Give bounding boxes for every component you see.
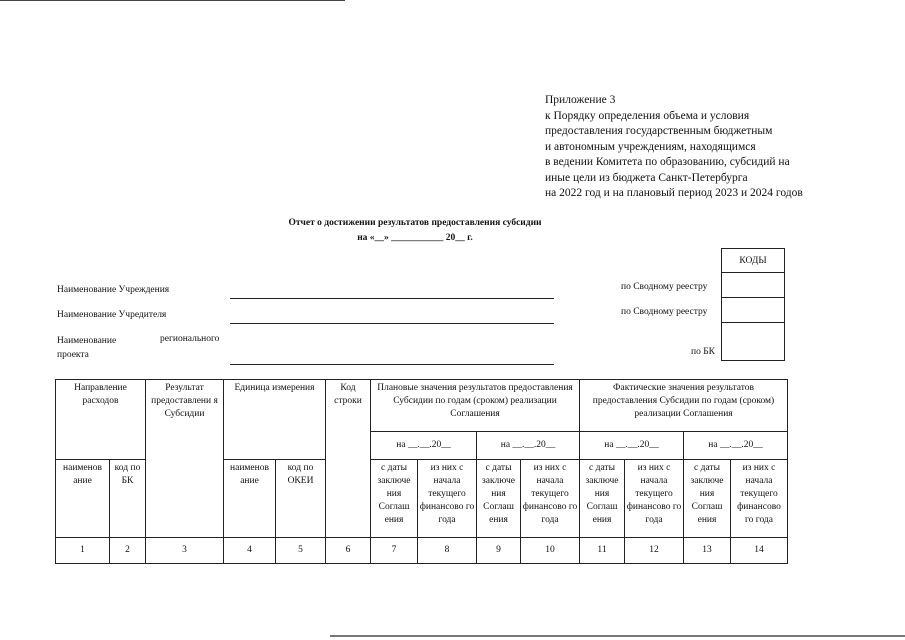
col-number: 14 [731, 538, 788, 564]
header-unit: Единица измерения [224, 380, 326, 460]
sub-actual-1-year: из них с начала текущего финансово го года [625, 460, 684, 538]
appendix-block [545, 93, 803, 202]
report-date-line: на «__» ___________ 20__ г. [357, 233, 473, 243]
header-row-code: Код строки [326, 380, 371, 538]
report-title: Отчет о достижении результатов предоставления субсидии [288, 218, 542, 228]
appendix-line: Приложение 3 [545, 94, 616, 106]
planned-date-2: на __.__.20__ [477, 432, 580, 460]
col-number: 11 [580, 538, 625, 564]
top-edge-line [0, 0, 345, 1]
results-table [55, 379, 788, 564]
appendix-line: к Порядку определения объема и условия [545, 109, 750, 122]
sub-actual-1-agreement: с даты заключе ния Соглаш ения [580, 460, 625, 538]
col-number: 8 [418, 538, 477, 564]
header-planned: Плановые значения результатов предоставления Субсидии по годам (сроком) реализации Соглашения [371, 380, 580, 432]
col-number: 2 [110, 538, 146, 564]
project-input-line[interactable] [230, 364, 554, 365]
header-result: Результат предоставлени я Субсидии [146, 380, 224, 538]
sub-actual-2-agreement: с даты заключе ния Соглаш ения [684, 460, 731, 538]
col-number: 5 [276, 538, 326, 564]
registry-code-cell-2[interactable] [722, 298, 785, 323]
registry-code-cell-1[interactable] [722, 273, 785, 298]
project-label-1: Наименование [57, 336, 117, 346]
registry-label-2: по Сводному реестру [621, 307, 708, 317]
sub-direction-code-bk: код по БК [110, 460, 146, 538]
col-number: 7 [371, 538, 418, 564]
bk-code-cell[interactable] [722, 323, 785, 361]
appendix-line: предоставления государственным бюджетным [545, 125, 773, 137]
project-label-2: регионального [160, 334, 220, 344]
planned-date-1: на __.__.20__ [371, 432, 477, 460]
appendix-line: на 2022 год и на плановый период 2023 и 2024 годов [545, 187, 803, 199]
col-number: 12 [625, 538, 684, 564]
appendix-line: в ведении Комитета по образованию, субсидий на [545, 156, 790, 168]
sub-direction-name: наименов ание [56, 460, 110, 538]
actual-date-1: на __.__.20__ [580, 432, 684, 460]
col-number: 3 [146, 538, 224, 564]
header-direction: Направление расходов [56, 380, 146, 460]
bottom-edge-line [330, 635, 905, 637]
founder-label: Наименование Учредителя [57, 310, 167, 320]
sub-actual-2-year: из них с начала текущего финансово го года [731, 460, 788, 538]
sub-planned-1-year: из них с начала текущего финансово го года [418, 460, 477, 538]
sub-planned-2-year: из них с начала текущего финансово го года [521, 460, 580, 538]
sub-unit-name: наименов ание [224, 460, 276, 538]
sub-planned-1-agreement: с даты заключе ния Соглаш ения [371, 460, 418, 538]
col-number: 4 [224, 538, 276, 564]
bk-label: по БК [691, 347, 716, 357]
institution-label: Наименование Учреждения [57, 285, 170, 295]
founder-input-line[interactable] [230, 323, 554, 324]
sub-planned-2-agreement: с даты заключе ния Соглаш ения [477, 460, 521, 538]
codes-table [721, 248, 785, 361]
project-label-3: проекта [57, 350, 89, 360]
col-number: 10 [521, 538, 580, 564]
col-number: 6 [326, 538, 371, 564]
col-number: 13 [684, 538, 731, 564]
appendix-line: и автономным учреждениям, находящимся [545, 140, 756, 153]
registry-label-1: по Сводному реестру [621, 282, 708, 292]
actual-date-2: на __.__.20__ [684, 432, 788, 460]
header-actual: Фактические значения результатов предоставления Субсидии по годам (сроком) реализации Соглашения [580, 380, 788, 432]
col-number: 1 [56, 538, 110, 564]
codes-header: КОДЫ [722, 249, 785, 273]
institution-input-line[interactable] [230, 298, 554, 299]
col-number: 9 [477, 538, 521, 564]
appendix-line: иные цели из бюджета Санкт-Петербурга [545, 171, 748, 184]
sub-unit-okei: код по ОКЕИ [276, 460, 326, 538]
